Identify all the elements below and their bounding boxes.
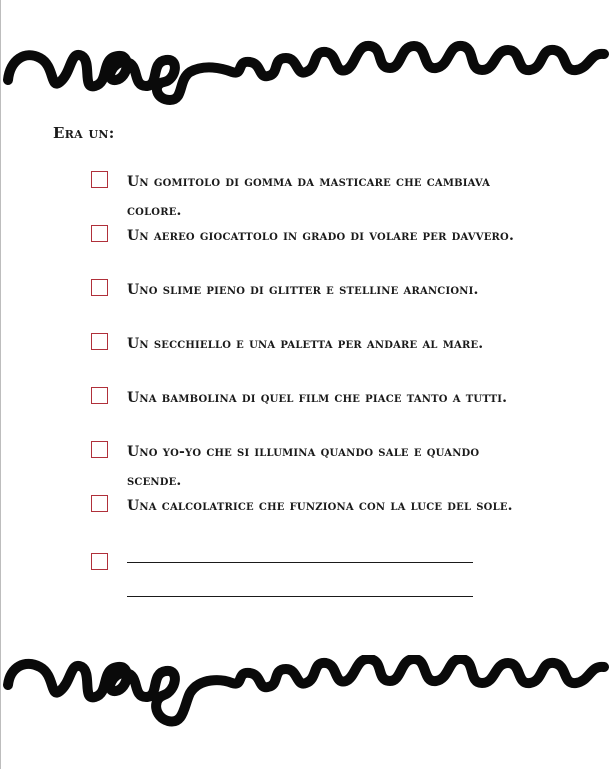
option-checkbox[interactable]	[91, 333, 108, 350]
options-list	[91, 172, 531, 620]
write-in-checkbox[interactable]	[91, 553, 108, 570]
option-label: Uno yo-yo che si illumina quando sale e quando scende.	[127, 444, 480, 489]
option-checkbox[interactable]	[91, 441, 108, 458]
write-in-line[interactable]	[127, 562, 473, 563]
option-checkbox[interactable]	[91, 225, 108, 242]
option-label: Una bambolina di quel film che piace tanto a tutti.	[127, 390, 508, 406]
option-checkbox[interactable]	[91, 387, 108, 404]
list-item	[91, 438, 531, 496]
list-item	[91, 222, 531, 280]
list-item	[91, 492, 531, 550]
option-checkbox[interactable]	[91, 279, 108, 296]
option-label: Un secchiello e una paletta per andare al mare.	[127, 336, 484, 352]
option-label: Un aereo giocattolo in grado di volare per davvero.	[127, 228, 515, 244]
top-squiggle-decoration	[0, 20, 610, 130]
option-label: Un gomitolo di gomma da masticare che cambiava colore.	[127, 174, 491, 219]
write-in-line[interactable]	[127, 596, 473, 597]
list-item	[91, 330, 531, 388]
option-checkbox[interactable]	[91, 171, 108, 188]
option-label: Uno slime pieno di glitter e stelline arancioni.	[127, 282, 479, 298]
write-in-item	[91, 550, 531, 620]
question-heading: Era un:	[53, 124, 115, 142]
list-item	[91, 168, 531, 226]
option-checkbox[interactable]	[91, 495, 108, 512]
list-item	[91, 276, 531, 334]
option-label: Una calcolatrice che funziona con la luce del sole.	[127, 498, 513, 514]
bottom-squiggle-decoration	[0, 655, 610, 765]
list-item	[91, 384, 531, 442]
